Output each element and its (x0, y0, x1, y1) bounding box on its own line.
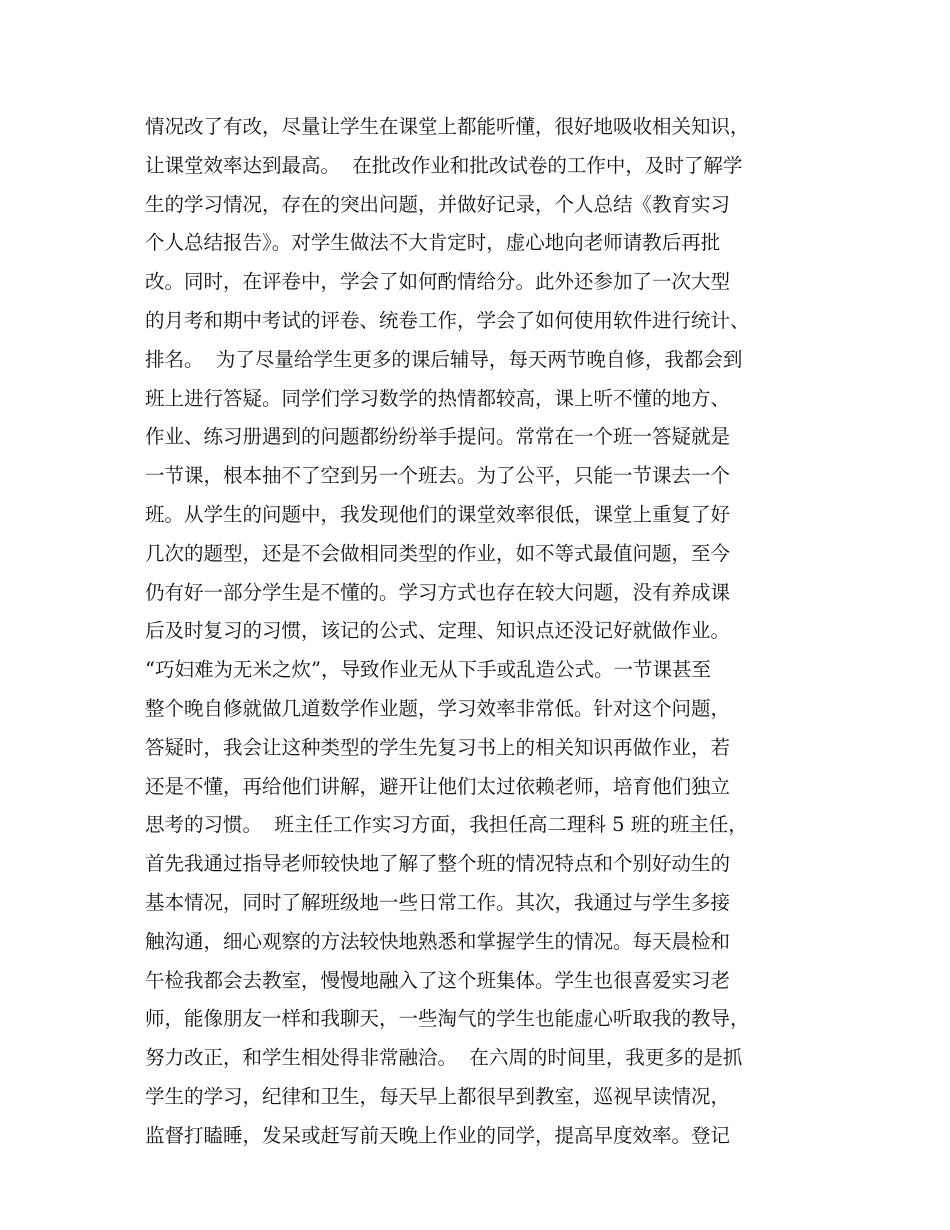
text-line: 几次的题型，还是不会做相同类型的作业，如不等式最值问题，至今 (145, 541, 731, 565)
text-line: 午检我都会去教室，慢慢地融入了这个班集体。学生也很喜爱实习老 (145, 968, 731, 992)
text-line: 让课堂效率达到最高。 在批改作业和批改试卷的工作中，及时了解学 (145, 153, 743, 177)
text-line: 排名。 为了尽量给学生更多的课后辅导，每天两节晚自修，我都会到 (145, 347, 743, 371)
text-line: 一节课，根本抽不了空到另一个班去。为了公平，只能一节课去一个 (145, 464, 731, 488)
text-line: 思考的习惯。 班主任工作实习方面，我担任高二理科 5 班的班主任， (145, 813, 748, 837)
text-line: 触沟通，细心观察的方法较快地熟悉和掌握学生的情况。每天晨检和 (145, 929, 731, 953)
text-line: 班上进行答疑。同学们学习数学的热情都较高，课上听不懂的地方、 (145, 386, 731, 410)
text-line: 班。从学生的问题中，我发现他们的课堂效率很低，课堂上重复了好 (145, 502, 731, 526)
text-line: 仍有好一部分学生是不懂的。学习方式也存在较大问题，没有养成课 (145, 580, 731, 604)
text-line: 个人总结报告》。对学生做法不大肯定时，虚心地向老师请教后再批 (145, 231, 721, 255)
text-line: 还是不懂，再给他们讲解，避开让他们太过依赖老师，培育他们独立 (145, 774, 731, 798)
text-line: 努力改正，和学生相处得非常融洽。 在六周的时间里，我更多的是抓 (145, 1046, 743, 1070)
text-line: 生的学习情况，存在的突出问题，并做好记录，个人总结《教育实习 (145, 192, 731, 216)
text-line: 监督打瞌睡，发呆或赶写前天晚上作业的同学，提高早度效率。登记 (145, 1123, 731, 1147)
text-line: 答疑时，我会让这种类型的学生先复习书上的相关知识再做作业，若 (145, 735, 731, 759)
text-line: “巧妇难为无米之炊”，导致作业无从下手或乱造公式。一节课甚至 (145, 658, 711, 682)
text-line: 首先我通过指导老师较快地了解了整个班的情况特点和个别好动生的 (145, 852, 731, 876)
text-line: 后及时复习的习惯，该记的公式、定理、知识点还没记好就做作业。 (145, 619, 731, 643)
text-line: 改。同时，在评卷中，学会了如何酌情给分。此外还参加了一次大型 (145, 270, 731, 294)
text-line: 整个晚自修就做几道数学作业题，学习效率非常低。针对这个问题， (145, 696, 731, 720)
text-line: 基本情况，同时了解班级地一些日常工作。其次，我通过与学生多接 (145, 890, 731, 914)
text-line: 情况改了有改，尽量让学生在课堂上都能听懂，很好地吸收相关知识， (145, 115, 750, 138)
text-line: 的月考和期中考试的评卷、统卷工作，学会了如何使用软件进行统计、 (145, 308, 750, 332)
text-line: 作业、练习册遇到的问题都纷纷举手提问。常常在一个班一答疑就是 (145, 425, 731, 449)
body-text (145, 108, 805, 1156)
text-line: 师，能像朋友一样和我聊天，一些淘气的学生也能虚心听取我的教导， (145, 1007, 750, 1031)
text-line: 学生的学习，纪律和卫生，每天早上都很早到教室，巡视早读情况， (145, 1084, 731, 1108)
